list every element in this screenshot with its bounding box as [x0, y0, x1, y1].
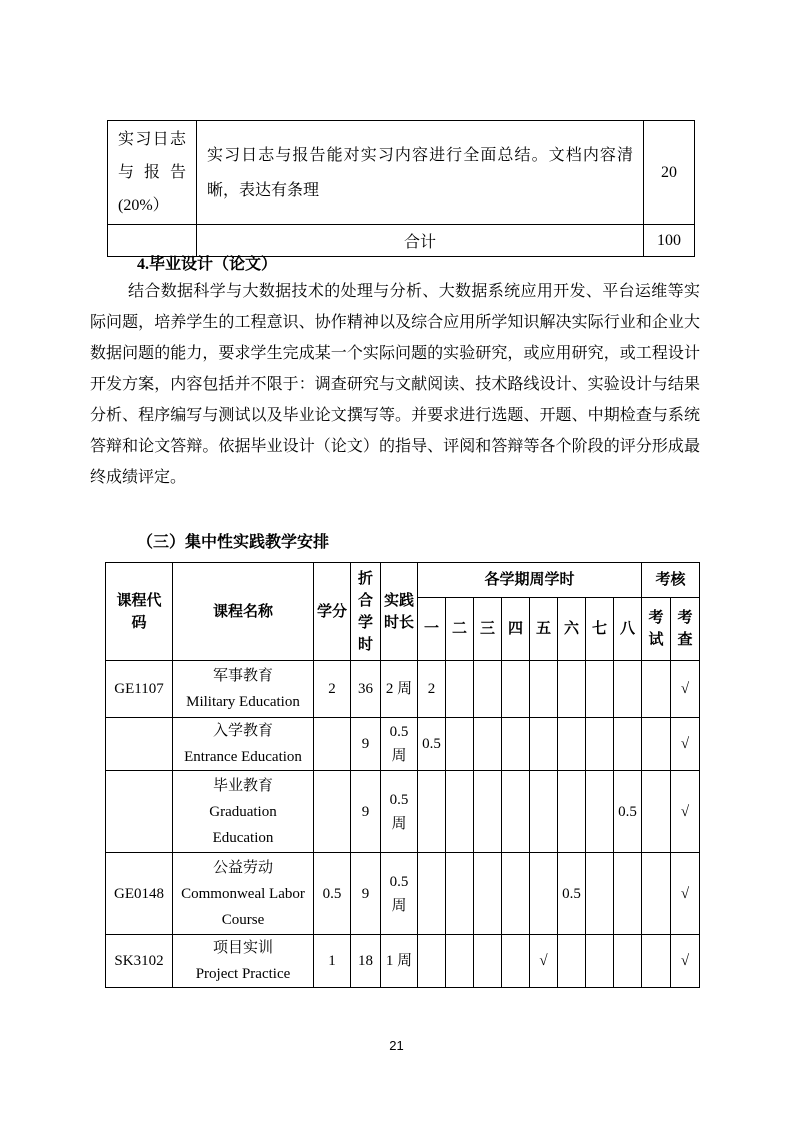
semester-1-cell: 0.5	[418, 718, 446, 771]
table-row	[108, 225, 695, 257]
criterion-line: (20%）	[118, 197, 169, 214]
course-code-cell	[106, 771, 173, 853]
semester-2-cell	[446, 935, 474, 988]
check-cell: √	[671, 771, 700, 853]
semester-3-cell	[474, 771, 502, 853]
course-name-cell	[173, 661, 314, 718]
converted-hours-header: 折合学时	[351, 563, 381, 661]
check-cell: √	[671, 661, 700, 718]
course-name-en: Commonweal Labor Course	[181, 885, 305, 928]
credits-cell: 1	[314, 935, 351, 988]
semester-7-cell	[586, 661, 614, 718]
semester-6-cell	[558, 771, 586, 853]
semester-3-cell	[474, 853, 502, 935]
semester-6-cell	[558, 661, 586, 718]
semester-7-cell	[586, 853, 614, 935]
semester-7-cell	[586, 771, 614, 853]
semester-2-cell	[446, 661, 474, 718]
exam-cell	[642, 661, 671, 718]
course-code-cell: SK3102	[106, 935, 173, 988]
credits-header: 学分	[314, 563, 351, 661]
table-row	[108, 121, 695, 225]
semester-4-cell	[502, 935, 530, 988]
course-name-en: Entrance Education	[184, 749, 302, 765]
course-code-cell	[106, 718, 173, 771]
semester-3-header: 三	[474, 598, 502, 661]
semester-4-cell	[502, 718, 530, 771]
check-cell: √	[671, 935, 700, 988]
exam-cell	[642, 718, 671, 771]
semester-1-cell	[418, 935, 446, 988]
semester-5-cell	[530, 771, 558, 853]
semester-3-cell	[474, 718, 502, 771]
semester-8-cell	[614, 718, 642, 771]
course-name-header: 课程名称	[173, 563, 314, 661]
semester-2-header: 二	[446, 598, 474, 661]
course-code-header: 课程代码	[106, 563, 173, 661]
converted-hours-cell: 9	[351, 771, 381, 853]
semester-1-cell	[418, 853, 446, 935]
table-row	[106, 853, 700, 935]
semester-2-cell	[446, 853, 474, 935]
page-number: 21	[389, 1038, 404, 1053]
semester-4-cell	[502, 853, 530, 935]
semester-7-header: 七	[586, 598, 614, 661]
credits-cell	[314, 718, 351, 771]
duration-cell: 1 周	[381, 935, 418, 988]
assessment-group-header: 考核	[642, 563, 700, 598]
semester-1-cell: 2	[418, 661, 446, 718]
duration-cell: 0.5 周	[381, 771, 418, 853]
table-row	[106, 771, 700, 853]
semester-3-cell	[474, 935, 502, 988]
semester-8-cell	[614, 935, 642, 988]
course-name-en: Graduation Education	[209, 803, 277, 846]
practice-table	[105, 562, 700, 988]
semester-6-header: 六	[558, 598, 586, 661]
course-name-zh: 入学教育	[212, 723, 273, 739]
course-name-cell	[173, 718, 314, 771]
table-row	[106, 935, 700, 988]
course-name-zh: 毕业教育	[212, 777, 273, 794]
course-code-cell: GE0148	[106, 853, 173, 935]
thesis-section-paragraph: 结合数据科学与大数据技术的处理与分析、大数据系统应用开发、平台运维等实际问题，培养学生的工程意识、协作精神以及综合应用所学知识解决实际行业和企业大数据问题的能力，要求学生完成某一个实际问题的实验研究，或应用研究，或工程设计开发方案，内容包括并不限于：调查研究与文献阅读、技术路线设计、实验设计与结果分析、程序编写与测试以及毕业论文撰写等。并要求进行选题、开题、中期检查与系统答辩和论文答辩。依据毕业设计（论文）的指导、评阅和答辩等各个阶段的评分形成最终成绩评定。	[90, 283, 700, 486]
credits-cell	[314, 771, 351, 853]
duration-cell: 0.5 周	[381, 718, 418, 771]
semester-5-cell	[530, 853, 558, 935]
total-score-cell: 100	[644, 225, 695, 257]
exam-cell	[642, 853, 671, 935]
converted-hours-cell: 9	[351, 853, 381, 935]
semester-1-header: 一	[418, 598, 446, 661]
credits-cell: 0.5	[314, 853, 351, 935]
course-name-zh: 项目实训	[212, 940, 273, 956]
criterion-line: 与报告	[118, 164, 186, 181]
grading-table	[107, 120, 695, 257]
score-cell: 20	[644, 121, 695, 225]
converted-hours-cell: 18	[351, 935, 381, 988]
semester-5-cell	[530, 661, 558, 718]
check-header: 考查	[671, 598, 700, 661]
course-name-zh: 公益劳动	[212, 859, 273, 876]
semester-5-cell	[530, 718, 558, 771]
semester-8-header: 八	[614, 598, 642, 661]
course-name-en: Project Practice	[195, 966, 291, 982]
semester-1-cell	[418, 771, 446, 853]
semester-8-cell: 0.5	[614, 771, 642, 853]
course-name-zh: 军事教育	[212, 668, 273, 684]
converted-hours-cell: 36	[351, 661, 381, 718]
course-name-cell	[173, 935, 314, 988]
total-label-cell: 合计	[197, 225, 644, 257]
semester-6-cell	[558, 718, 586, 771]
semester-2-cell	[446, 718, 474, 771]
semester-5-header: 五	[530, 598, 558, 661]
duration-cell: 2 周	[381, 661, 418, 718]
semester-6-cell	[558, 935, 586, 988]
semester-6-cell: 0.5	[558, 853, 586, 935]
course-name-cell	[173, 853, 314, 935]
semester-8-cell	[614, 853, 642, 935]
empty-cell	[108, 225, 197, 257]
semester-4-header: 四	[502, 598, 530, 661]
exam-cell	[642, 771, 671, 853]
practice-section-heading: （三）集中性实践教学安排	[137, 534, 330, 551]
semester-7-cell	[586, 935, 614, 988]
practice-table-body	[106, 661, 700, 988]
credits-cell: 2	[314, 661, 351, 718]
exam-header: 考试	[642, 598, 671, 661]
criterion-cell	[108, 121, 197, 225]
description-cell: 实习日志与报告能对实习内容进行全面总结。文档内容清晰，表达有条理	[197, 121, 644, 225]
duration-cell: 0.5 周	[381, 853, 418, 935]
criterion-line: 实习日志	[118, 131, 186, 148]
exam-cell	[642, 935, 671, 988]
semester-8-cell	[614, 661, 642, 718]
semester-7-cell	[586, 718, 614, 771]
converted-hours-cell: 9	[351, 718, 381, 771]
practice-duration-header: 实践时长	[381, 563, 418, 661]
semester-2-cell	[446, 771, 474, 853]
semester-4-cell	[502, 661, 530, 718]
semester-4-cell	[502, 771, 530, 853]
check-cell: √	[671, 718, 700, 771]
thesis-section-heading: 4.毕业设计（论文）	[137, 256, 278, 273]
semester-group-header: 各学期周学时	[418, 563, 642, 598]
check-cell: √	[671, 853, 700, 935]
course-name-en: Military Education	[186, 694, 300, 710]
course-code-cell: GE1107	[106, 661, 173, 718]
table-row	[106, 718, 700, 771]
header-row	[106, 563, 700, 598]
course-name-cell	[173, 771, 314, 853]
semester-3-cell	[474, 661, 502, 718]
practice-table-header	[106, 563, 700, 661]
semester-5-cell: √	[530, 935, 558, 988]
table-row	[106, 661, 700, 718]
